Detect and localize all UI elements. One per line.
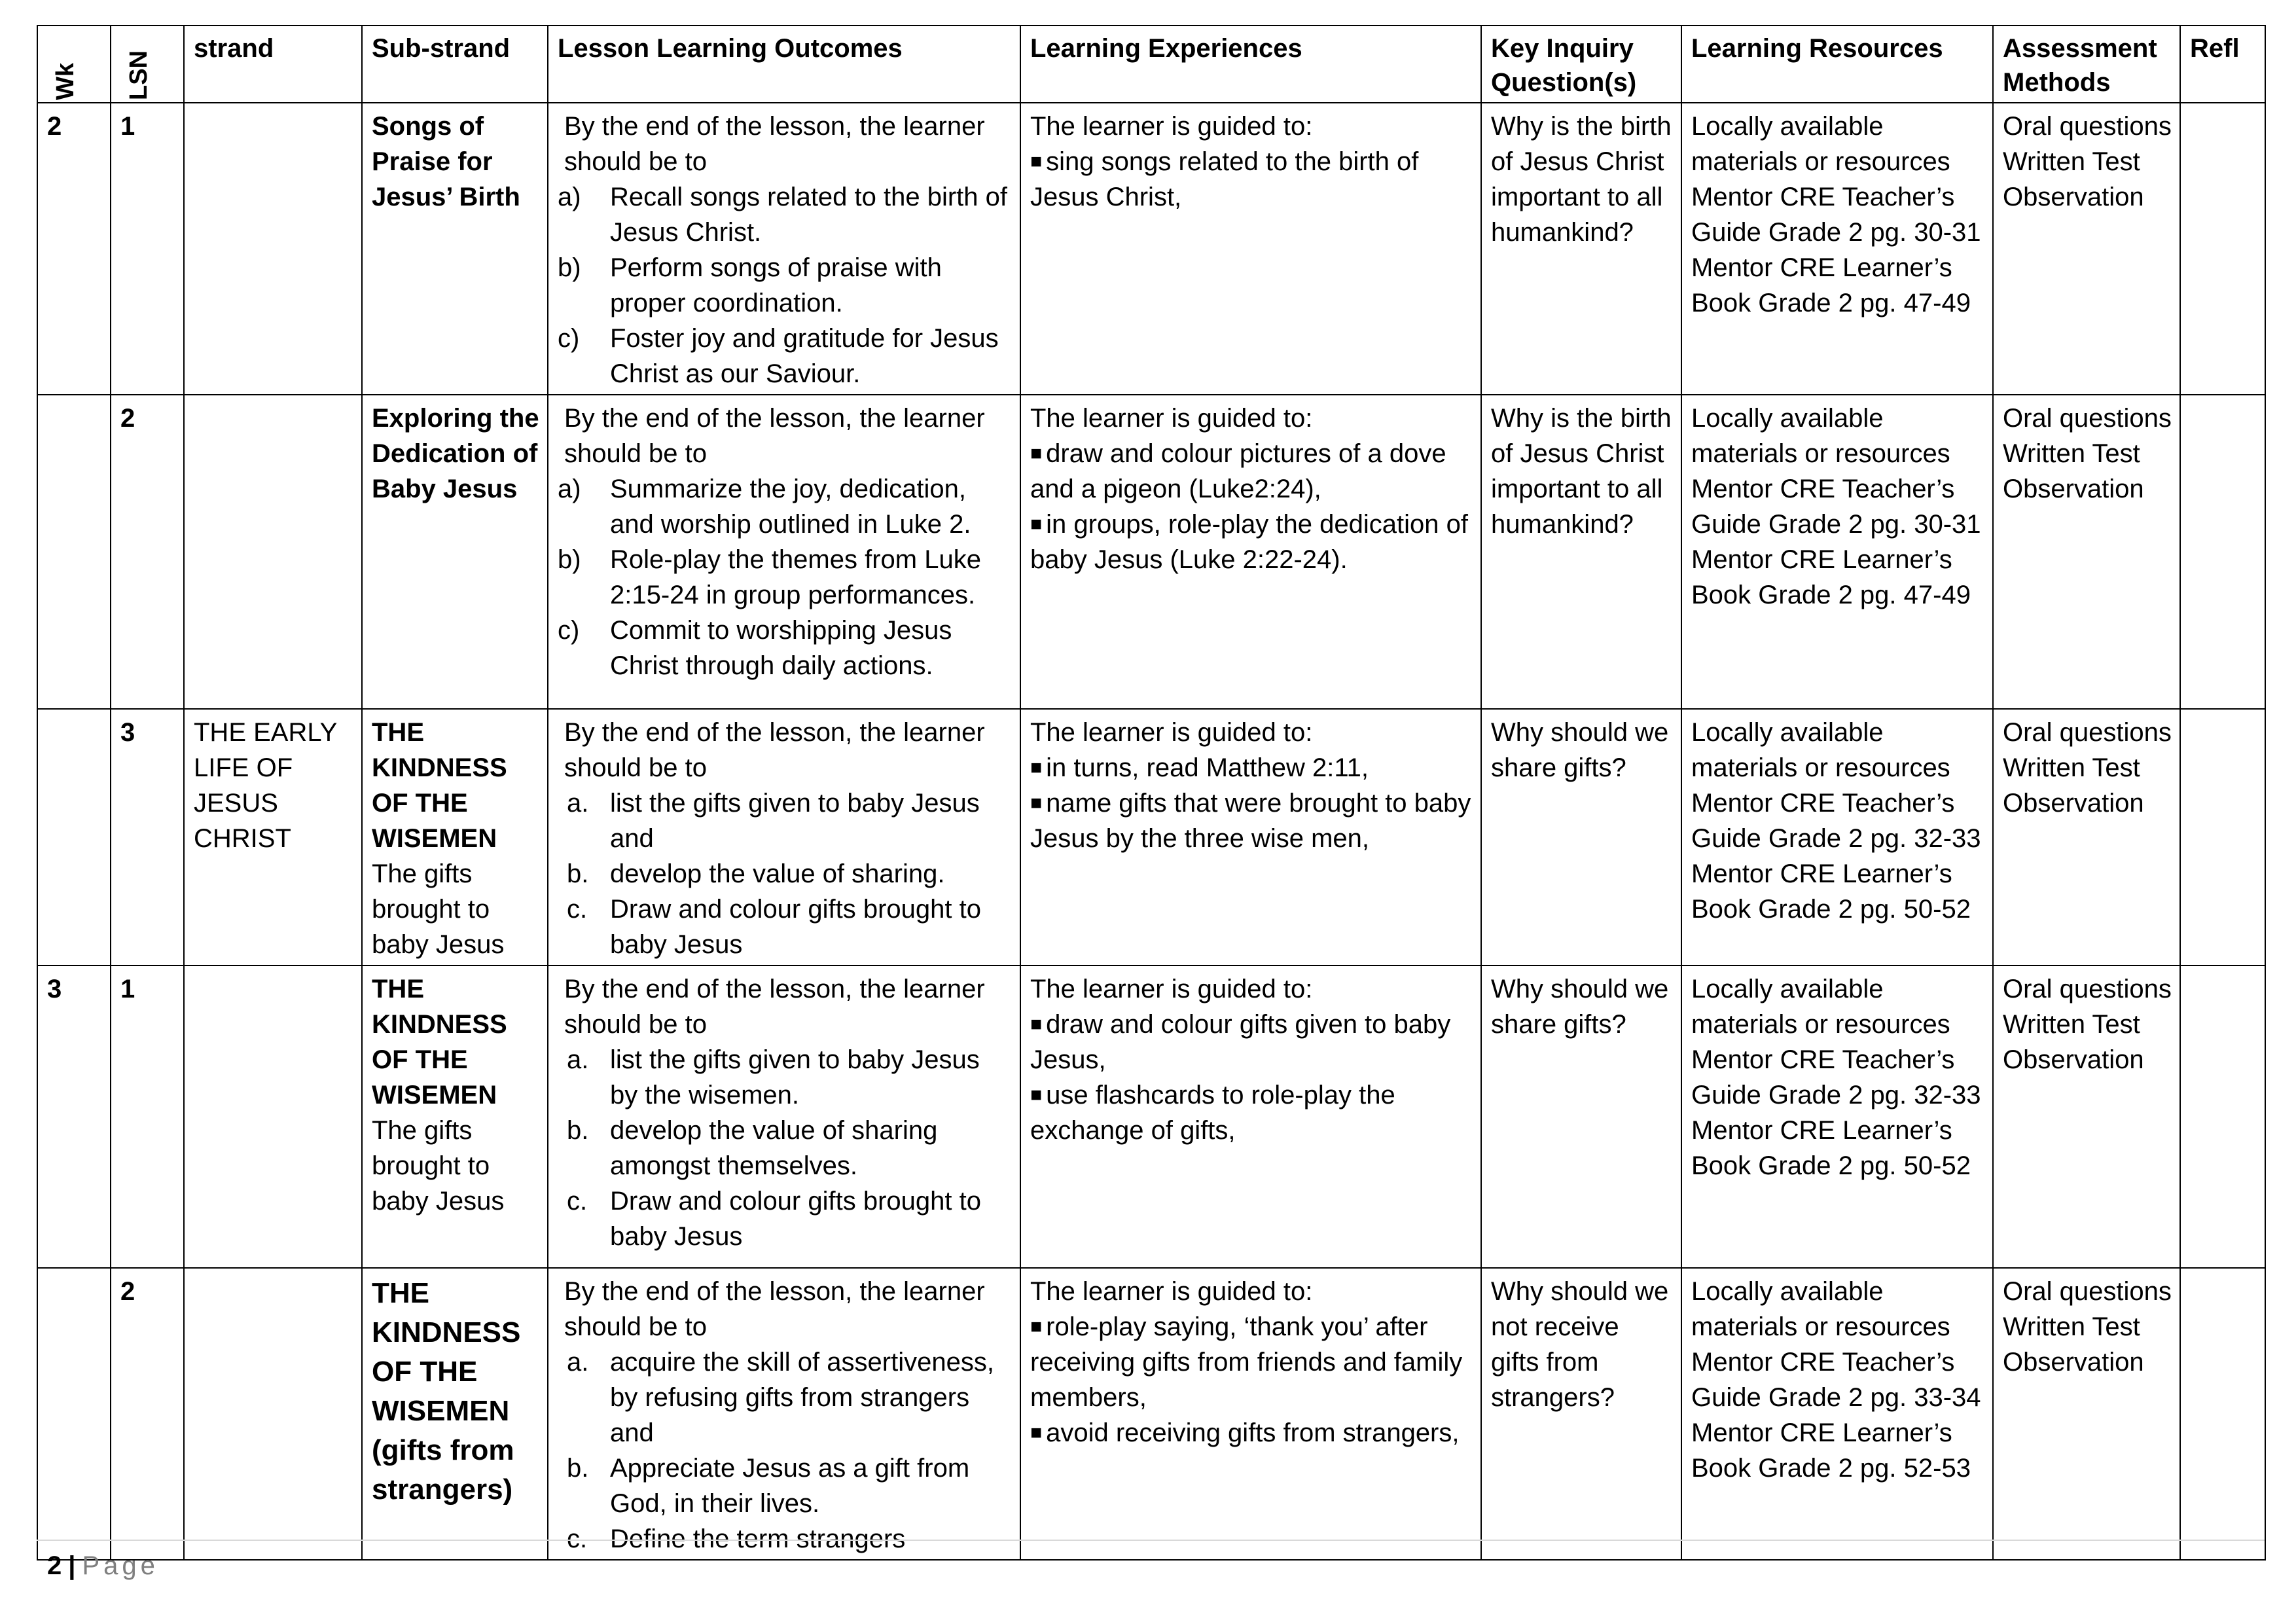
assessment-item: Observation xyxy=(2003,1348,2144,1377)
experience-text: avoid receiving gifts from strangers, xyxy=(1046,1418,1460,1447)
experience-text: role-play saying, ‘thank you’ after receiving gifts from friends and family members, xyxy=(1030,1312,1463,1412)
outcome-list xyxy=(558,471,1012,683)
reflection-cell xyxy=(2180,709,2265,965)
outcome-text: Recall songs related to the birth of Jesus Christ. xyxy=(610,183,1008,247)
resource-item: Mentor CRE Teacher’s Guide Grade 2 pg. 32-33 xyxy=(1691,1045,1981,1110)
outcomes-cell xyxy=(548,395,1020,709)
assessment-item: Observation xyxy=(2003,475,2144,503)
reflection-cell xyxy=(2180,1268,2265,1560)
inquiry-cell xyxy=(1481,709,1681,965)
header-wk xyxy=(37,26,111,103)
inquiry-question: Why should we not receive gifts from strangers? xyxy=(1491,1277,1669,1412)
outcome-marker: a) xyxy=(558,183,581,211)
experience-intro: The learner is guided to: xyxy=(1030,404,1313,433)
substrand-title: THE KINDNESS OF THE WISEMEN xyxy=(372,718,507,853)
outcome-intro: By the end of the lesson, the learner should be to xyxy=(564,1277,985,1341)
experience-intro: The learner is guided to: xyxy=(1030,718,1313,747)
header-reflection: Refl xyxy=(2180,26,2265,103)
week-cell xyxy=(37,1268,111,1560)
strand-cell xyxy=(184,1268,362,1560)
lesson-cell xyxy=(111,709,184,965)
resource-item: Mentor CRE Learner’s Book Grade 2 pg. 50-52 xyxy=(1691,1116,1971,1180)
lesson-number: 2 xyxy=(120,404,135,433)
substrand-title: THE KINDNESS OF THE WISEMEN xyxy=(372,975,507,1110)
lesson-number: 3 xyxy=(120,718,135,747)
substrand-cell xyxy=(362,395,548,709)
assessment-item: Oral questions xyxy=(2003,1277,2172,1306)
reflection-cell xyxy=(2180,103,2265,395)
resource-item: Mentor CRE Teacher’s Guide Grade 2 pg. 30-31 xyxy=(1691,475,1981,539)
header-assessment: Assessment Methods xyxy=(1993,26,2180,103)
outcome-marker: b) xyxy=(558,253,581,282)
outcome-text: acquire the skill of assertiveness, by refusing gifts from strangers and xyxy=(610,1348,994,1447)
header-inquiry: Key Inquiry Question(s) xyxy=(1481,26,1681,103)
outcome-list xyxy=(558,179,1012,391)
outcome-list xyxy=(558,1344,1012,1557)
outcome-text: Commit to worshipping Jesus Christ through daily actions. xyxy=(610,616,952,680)
experience-text: in groups, role-play the dedication of baby Jesus (Luke 2:22-24). xyxy=(1030,510,1468,574)
outcome-text: Draw and colour gifts brought to baby Jesus xyxy=(610,895,981,959)
substrand-cell xyxy=(362,709,548,965)
experience-item xyxy=(1030,507,1473,577)
outcome-text: Perform songs of praise with proper coordination. xyxy=(610,253,942,317)
outcome-item xyxy=(558,856,1012,892)
inquiry-question: Why should we share gifts? xyxy=(1491,718,1669,782)
outcome-text: Appreciate Jesus as a gift from God, in their lives. xyxy=(610,1454,970,1518)
square-bullet-icon: ■ xyxy=(1030,442,1043,464)
assessment-item: Written Test xyxy=(2003,1312,2140,1341)
experiences-cell xyxy=(1020,103,1481,395)
experience-text: draw and colour pictures of a dove and a pigeon (Luke2:24), xyxy=(1030,439,1446,503)
header-wk-label: Wk xyxy=(52,63,79,100)
resource-item: Locally available materials or resources xyxy=(1691,718,1950,782)
week-number: 3 xyxy=(47,975,62,1003)
experience-intro: The learner is guided to: xyxy=(1030,112,1313,141)
outcome-text: list the gifts given to baby Jesus and xyxy=(610,789,980,853)
substrand-title: THE KINDNESS OF THE WISEMEN (gifts from strangers) xyxy=(372,1277,521,1506)
outcome-marker: b) xyxy=(558,545,581,574)
inquiry-cell xyxy=(1481,395,1681,709)
substrand-subtitle: The gifts brought to baby Jesus xyxy=(372,1116,505,1216)
assessment-item: Written Test xyxy=(2003,147,2140,176)
assessment-cell xyxy=(1993,395,2180,709)
outcome-marker: b. xyxy=(567,1454,589,1483)
week-cell xyxy=(37,965,111,1268)
experience-item xyxy=(1030,1415,1473,1451)
outcome-marker: a. xyxy=(567,1045,589,1074)
resources-cell xyxy=(1681,103,1993,395)
experience-item xyxy=(1030,436,1473,507)
experiences-cell xyxy=(1020,395,1481,709)
experiences-cell xyxy=(1020,709,1481,965)
square-bullet-icon: ■ xyxy=(1030,1316,1043,1337)
assessment-cell xyxy=(1993,1268,2180,1560)
resources-cell xyxy=(1681,709,1993,965)
strand-cell xyxy=(184,965,362,1268)
outcome-marker: c) xyxy=(558,324,580,353)
lesson-cell xyxy=(111,103,184,395)
resource-item: Mentor CRE Teacher’s Guide Grade 2 pg. 30-31 xyxy=(1691,183,1981,247)
square-bullet-icon: ■ xyxy=(1030,513,1043,535)
experience-item xyxy=(1030,144,1473,215)
outcome-item xyxy=(558,892,1012,962)
substrand-cell xyxy=(362,965,548,1268)
table-row xyxy=(37,1268,2265,1560)
outcome-item xyxy=(558,250,1012,321)
resource-item: Mentor CRE Learner’s Book Grade 2 pg. 50-52 xyxy=(1691,859,1971,924)
lesson-number: 1 xyxy=(120,975,135,1003)
square-bullet-icon: ■ xyxy=(1030,757,1043,778)
experience-item xyxy=(1030,1077,1473,1148)
outcome-text: Summarize the joy, dedication, and worship outlined in Luke 2. xyxy=(610,475,971,539)
outcome-text: develop the value of sharing amongst themselves. xyxy=(610,1116,938,1180)
page-label: Page xyxy=(82,1551,159,1580)
header-row xyxy=(37,26,2265,103)
outcome-intro: By the end of the lesson, the learner should be to xyxy=(564,975,985,1039)
outcome-text: Define the term strangers xyxy=(610,1525,906,1553)
strand-text: THE EARLY LIFE OF JESUS CHRIST xyxy=(194,718,337,853)
resource-item: Mentor CRE Learner’s Book Grade 2 pg. 47-49 xyxy=(1691,253,1971,317)
header-resources: Learning Resources xyxy=(1681,26,1993,103)
table-row xyxy=(37,395,2265,709)
outcome-item xyxy=(558,1042,1012,1113)
inquiry-cell xyxy=(1481,103,1681,395)
substrand-cell xyxy=(362,1268,548,1560)
experience-text: use flashcards to role-play the exchange of gifts, xyxy=(1030,1081,1395,1145)
footer-divider xyxy=(37,1540,2265,1541)
scheme-of-work-table xyxy=(37,25,2266,1561)
experience-text: sing songs related to the birth of Jesus Christ, xyxy=(1030,147,1419,211)
outcome-item xyxy=(558,1113,1012,1183)
substrand-title: Songs of Praise for Jesus’ Birth xyxy=(372,112,520,211)
assessment-item: Written Test xyxy=(2003,439,2140,468)
substrand-title: Exploring the Dedication of Baby Jesus xyxy=(372,404,539,503)
inquiry-cell xyxy=(1481,1268,1681,1560)
lesson-cell xyxy=(111,395,184,709)
experience-item xyxy=(1030,785,1473,856)
resources-cell xyxy=(1681,1268,1993,1560)
outcome-marker: c. xyxy=(567,1525,588,1553)
lesson-cell xyxy=(111,1268,184,1560)
outcome-item xyxy=(558,179,1012,250)
assessment-cell xyxy=(1993,103,2180,395)
outcome-marker: c) xyxy=(558,616,580,645)
lesson-number: 1 xyxy=(120,112,135,141)
outcome-intro: By the end of the lesson, the learner should be to xyxy=(564,718,985,782)
assessment-cell xyxy=(1993,709,2180,965)
outcome-item xyxy=(558,1451,1012,1521)
resource-item: Locally available materials or resources xyxy=(1691,112,1950,176)
square-bullet-icon: ■ xyxy=(1030,792,1043,814)
experience-item xyxy=(1030,1007,1473,1077)
resource-item: Mentor CRE Teacher’s Guide Grade 2 pg. 33-34 xyxy=(1691,1348,1981,1412)
strand-cell xyxy=(184,395,362,709)
outcome-item xyxy=(558,471,1012,542)
outcome-text: Role-play the themes from Luke 2:15-24 in group performances. xyxy=(610,545,981,609)
header-substrand: Sub-strand xyxy=(362,26,548,103)
outcome-list xyxy=(558,785,1012,962)
outcome-item xyxy=(558,613,1012,683)
outcomes-cell xyxy=(548,965,1020,1268)
experience-text: name gifts that were brought to baby Jesus by the three wise men, xyxy=(1030,789,1471,853)
assessment-item: Observation xyxy=(2003,1045,2144,1074)
week-number: 2 xyxy=(47,112,62,141)
experience-item xyxy=(1030,1309,1473,1415)
outcome-list xyxy=(558,1042,1012,1254)
week-cell xyxy=(37,709,111,965)
inquiry-question: Why is the birth of Jesus Christ important to all humankind? xyxy=(1491,404,1672,539)
experience-intro: The learner is guided to: xyxy=(1030,975,1313,1003)
assessment-item: Observation xyxy=(2003,183,2144,211)
outcome-marker: c. xyxy=(567,895,588,924)
substrand-subtitle: The gifts brought to baby Jesus xyxy=(372,859,505,959)
outcome-intro: By the end of the lesson, the learner should be to xyxy=(564,404,985,468)
page-footer xyxy=(47,1551,159,1581)
lesson-cell xyxy=(111,965,184,1268)
experience-text: in turns, read Matthew 2:11, xyxy=(1046,753,1369,782)
header-strand: strand xyxy=(184,26,362,103)
square-bullet-icon: ■ xyxy=(1030,1013,1043,1035)
outcome-text: list the gifts given to baby Jesus by the wisemen. xyxy=(610,1045,980,1110)
outcome-text: Foster joy and gratitude for Jesus Christ as our Saviour. xyxy=(610,324,999,388)
resource-item: Mentor CRE Learner’s Book Grade 2 pg. 47-49 xyxy=(1691,545,1971,609)
outcome-marker: a. xyxy=(567,1348,589,1377)
assessment-item: Written Test xyxy=(2003,753,2140,782)
substrand-cell xyxy=(362,103,548,395)
outcome-item xyxy=(558,1521,1012,1557)
header-lsn xyxy=(111,26,184,103)
outcome-text: develop the value of sharing. xyxy=(610,859,945,888)
header-lsn-label: LSN xyxy=(125,50,152,100)
assessment-item: Oral questions xyxy=(2003,404,2172,433)
square-bullet-icon: ■ xyxy=(1030,1422,1043,1443)
outcome-marker: a. xyxy=(567,789,589,818)
resource-item: Mentor CRE Teacher’s Guide Grade 2 pg. 32-33 xyxy=(1691,789,1981,853)
strand-cell xyxy=(184,103,362,395)
header-outcomes: Lesson Learning Outcomes xyxy=(548,26,1020,103)
outcome-intro: By the end of the lesson, the learner should be to xyxy=(564,112,985,176)
resource-item: Locally available materials or resources xyxy=(1691,404,1950,468)
experiences-cell xyxy=(1020,1268,1481,1560)
experiences-cell xyxy=(1020,965,1481,1268)
lesson-number: 2 xyxy=(120,1277,135,1306)
square-bullet-icon: ■ xyxy=(1030,151,1043,172)
experience-item xyxy=(1030,750,1473,785)
reflection-cell xyxy=(2180,965,2265,1268)
week-cell xyxy=(37,395,111,709)
square-bullet-icon: ■ xyxy=(1030,1084,1043,1106)
experience-intro: The learner is guided to: xyxy=(1030,1277,1313,1306)
table-row xyxy=(37,103,2265,395)
assessment-item: Observation xyxy=(2003,789,2144,818)
resources-cell xyxy=(1681,395,1993,709)
resources-cell xyxy=(1681,965,1993,1268)
page-number: 2 xyxy=(47,1551,62,1580)
inquiry-question: Why is the birth of Jesus Christ important to all humankind? xyxy=(1491,112,1672,247)
table-row xyxy=(37,709,2265,965)
footer-separator: | xyxy=(68,1551,76,1580)
experience-text: draw and colour gifts given to baby Jesus, xyxy=(1030,1010,1451,1074)
outcome-item xyxy=(558,542,1012,613)
outcome-marker: c. xyxy=(567,1187,588,1216)
table-body xyxy=(37,103,2265,1560)
outcome-item xyxy=(558,1183,1012,1254)
week-cell xyxy=(37,103,111,395)
inquiry-cell xyxy=(1481,965,1681,1268)
assessment-item: Written Test xyxy=(2003,1010,2140,1039)
resource-item: Locally available materials or resources xyxy=(1691,1277,1950,1341)
assessment-item: Oral questions xyxy=(2003,718,2172,747)
reflection-cell xyxy=(2180,395,2265,709)
outcome-item xyxy=(558,1344,1012,1451)
outcomes-cell xyxy=(548,709,1020,965)
outcomes-cell xyxy=(548,1268,1020,1560)
outcome-marker: b. xyxy=(567,859,589,888)
outcome-marker: a) xyxy=(558,475,581,503)
resource-item: Mentor CRE Learner’s Book Grade 2 pg. 52-53 xyxy=(1691,1418,1971,1483)
assessment-cell xyxy=(1993,965,2180,1268)
outcome-item xyxy=(558,785,1012,856)
inquiry-question: Why should we share gifts? xyxy=(1491,975,1669,1039)
strand-cell xyxy=(184,709,362,965)
outcome-item xyxy=(558,321,1012,391)
assessment-item: Oral questions xyxy=(2003,975,2172,1003)
outcome-text: Draw and colour gifts brought to baby Jesus xyxy=(610,1187,981,1251)
outcomes-cell xyxy=(548,103,1020,395)
resource-item: Locally available materials or resources xyxy=(1691,975,1950,1039)
assessment-item: Oral questions xyxy=(2003,112,2172,141)
header-experiences: Learning Experiences xyxy=(1020,26,1481,103)
outcome-marker: b. xyxy=(567,1116,589,1145)
table-row xyxy=(37,965,2265,1268)
